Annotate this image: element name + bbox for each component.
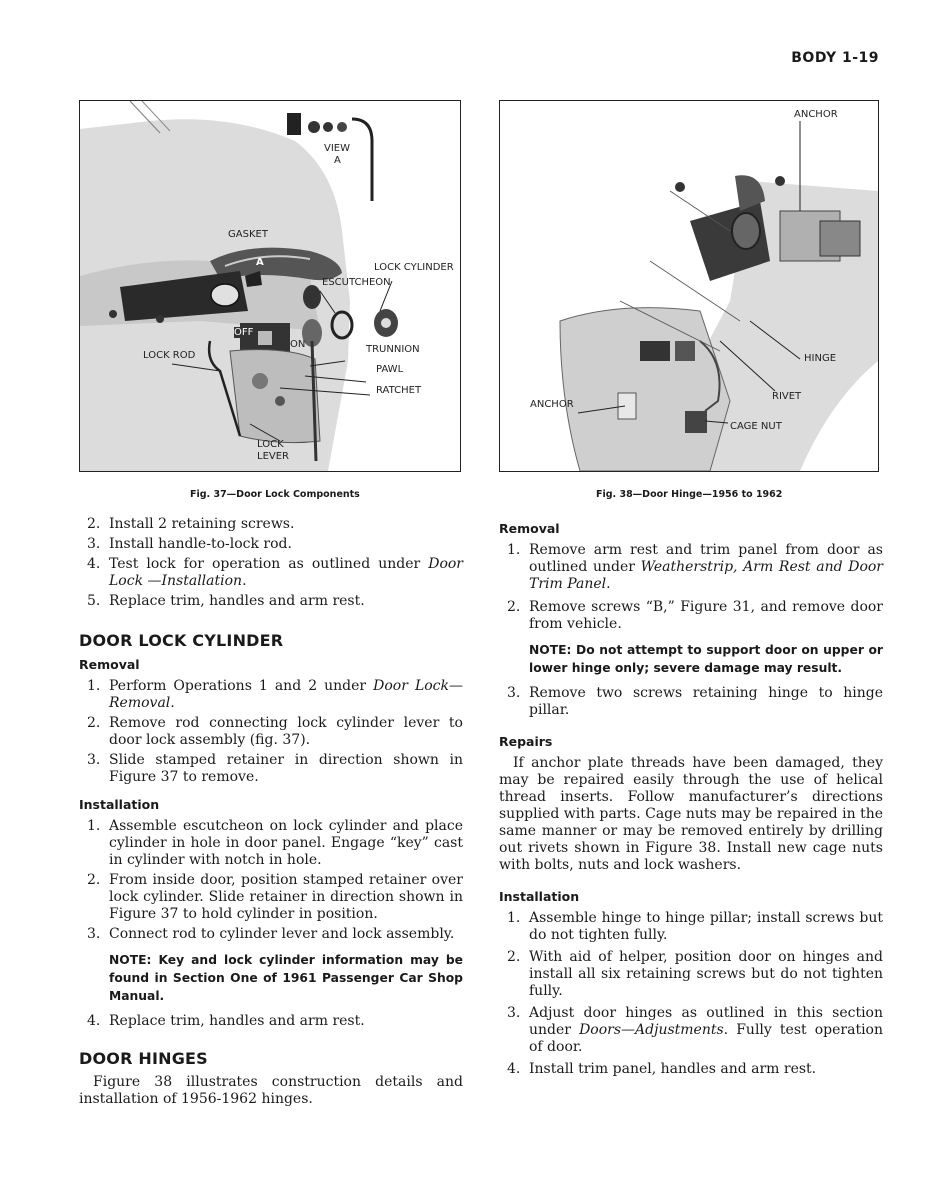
label-lock-rod: LOCK ROD [143, 350, 196, 361]
subheading-installation: Installation [79, 797, 160, 812]
subheading-hinge-removal: Removal [499, 521, 560, 536]
list-item: 2. With aid of helper, position door on hinges and install all six retaining screws but do not tighten fully. [507, 949, 883, 999]
label-view-letter: A [334, 155, 341, 166]
list-item: 1. Assemble escutcheon on lock cylinder and place cylinder in hole in door panel. Engage “key” cast in cylinder with notch in hole. [87, 818, 463, 868]
label-pawl: PAWL [376, 364, 404, 375]
list-item: 4. Install trim panel, handles and arm rest. [507, 1061, 817, 1077]
label-gasket: GASKET [228, 229, 268, 240]
label-hinge: HINGE [804, 353, 837, 364]
door-hinges-paragraph: Figure 38 illustrates construction details and installation of 1956-1962 hinges. [79, 1074, 463, 1107]
list-item: 2. Install 2 retaining screws. [87, 516, 295, 532]
figure-38-caption: Fig. 38—Door Hinge—1956 to 1962 [596, 489, 783, 500]
label-rivet: RIVET [772, 391, 802, 402]
label-lever: LEVER [257, 451, 289, 462]
hinge-installation-steps [499, 910, 883, 1078]
list-item: 1. Perform Operations 1 and 2 under Door Lock— Removal. [87, 678, 463, 711]
figure-37-door-lock-components [79, 100, 461, 472]
list-item: 3. Install handle-to-lock rod. [87, 536, 292, 552]
label-view: VIEW [324, 143, 350, 154]
left-column [79, 516, 463, 1112]
label-escutcheon: ESCUTCHEON [322, 277, 391, 288]
label-cage-nut: CAGE NUT [730, 421, 782, 432]
list-item: 4. Replace trim, handles and arm rest. [87, 1013, 365, 1029]
list-item: 3. Connect rod to cylinder lever and lock assembly. [87, 926, 455, 942]
intro-steps [79, 516, 463, 610]
list-item: 2. From inside door, position stamped retainer over lock cylinder. Slide retainer in direction shown in Figure 37 to hold cylinder in position. [87, 872, 463, 922]
page-header: BODY 1-19 [791, 50, 879, 66]
list-item: 3. Remove two screws retaining hinge to hinge pillar. [507, 685, 883, 718]
section-title-door-hinges: DOOR HINGES [79, 1049, 208, 1068]
hinge-removal-steps-after [499, 685, 883, 719]
right-column [499, 516, 883, 1081]
figure-37-caption: Fig. 37—Door Lock Components [190, 489, 360, 500]
label-trunnion: TRUNNION [366, 344, 420, 355]
list-item: 4. Test lock for operation as outlined under Door Lock —Installation. [87, 556, 463, 589]
list-item: 2. Remove rod connecting lock cylinder lever to door lock assembly (fig. 37). [87, 715, 463, 748]
door-lock-illustration [80, 101, 460, 471]
installation-steps-after [79, 1013, 463, 1030]
label-anchor-top: ANCHOR [794, 109, 838, 120]
hinge-removal-steps [499, 542, 883, 633]
list-item: 3. Slide stamped retainer in direction shown in Figure 37 to remove. [87, 752, 463, 785]
list-item: 5. Replace trim, handles and arm rest. [87, 593, 365, 609]
label-lock-cylinder: LOCK CYLINDER [374, 262, 454, 273]
list-item: 1. Assemble hinge to hinge pillar; install screws but do not tighten fully. [507, 910, 883, 943]
repairs-paragraph: If anchor plate threads have been damaged, they may be repaired easily through the use of helical thread inserts. Follow manufacturer’s directions supplied with parts. Cage nuts may be repaired in the same manner or may be removed entirely by drilling out rivets shown in Figure 38. Install new cage nuts with bolts, nuts and lock washers. [499, 755, 883, 873]
note-key-lock-cylinder: NOTE: Key and lock cylinder information may be found in Section One of 1961 Passenger Car Shop Manual. [109, 953, 463, 1003]
installation-steps [79, 818, 463, 943]
label-anchor-left: ANCHOR [530, 399, 574, 410]
label-lock: LOCK [257, 439, 284, 450]
door-hinge-illustration [500, 101, 878, 471]
label-on: ON [290, 339, 306, 350]
label-ratchet: RATCHET [376, 385, 422, 396]
label-callout-a: A [256, 257, 264, 268]
subheading-removal: Removal [79, 657, 140, 672]
list-item: 1. Remove arm rest and trim panel from door as outlined under Weatherstrip, Arm Rest and Door Trim Panel. [507, 542, 883, 592]
subheading-hinge-installation: Installation [499, 889, 580, 904]
list-item: 2. Remove screws “B,” Figure 31, and remove door from vehicle. [507, 599, 883, 632]
list-item: 3. Adjust door hinges as outlined in this section under Doors—Adjustments. Fully test operation of door. [507, 1005, 883, 1055]
subheading-repairs: Repairs [499, 734, 553, 749]
figure-38-door-hinge [499, 100, 879, 472]
note-support-door: NOTE: Do not attempt to support door on upper or lower hinge only; severe damage may result. [529, 643, 883, 675]
removal-steps [79, 678, 463, 786]
label-off: OFF [234, 327, 254, 338]
section-title-door-lock-cylinder: DOOR LOCK CYLINDER [79, 631, 284, 650]
